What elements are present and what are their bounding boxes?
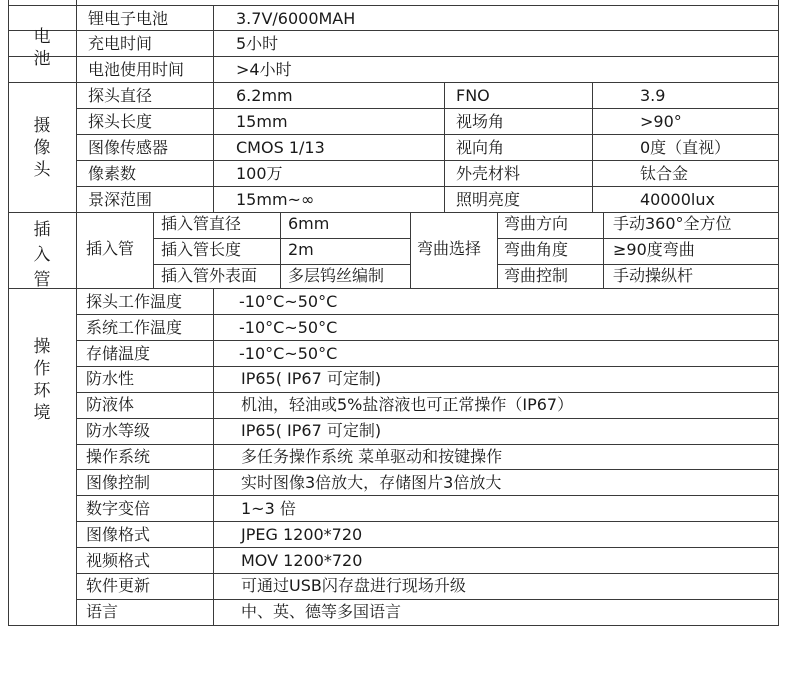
- spec-value: -10°C~50°C: [239, 292, 338, 311]
- spec-key: 防液体: [86, 395, 135, 414]
- spec-key: 弯曲方向: [504, 214, 569, 233]
- spec-key: 视场角: [456, 112, 505, 131]
- spec-key: 探头长度: [88, 112, 153, 131]
- bend-select-label: 弯曲选择: [417, 239, 482, 258]
- spec-key: 探头直径: [88, 86, 153, 105]
- spec-key: 锂电子电池: [88, 9, 169, 28]
- spec-value: -10°C~50°C: [239, 318, 338, 337]
- spec-key: FNO: [456, 86, 490, 105]
- spec-key: 语言: [86, 602, 119, 621]
- spec-key: 插入管长度: [161, 240, 242, 259]
- spec-value: 2m: [288, 240, 314, 259]
- spec-value: 3.9: [640, 86, 666, 105]
- spec-value: 手动操纵杆: [613, 266, 694, 285]
- spec-value: 多任务操作系统 菜单驱动和按键操作: [241, 447, 503, 466]
- spec-key: 图像格式: [86, 525, 151, 544]
- spec-key: 充电时间: [88, 34, 153, 53]
- spec-key: 景深范围: [88, 190, 153, 209]
- spec-key: 像素数: [88, 164, 137, 183]
- spec-value: ≥90度弯曲: [613, 240, 695, 259]
- spec-key: 电池使用时间: [88, 60, 185, 79]
- spec-key: 插入管外表面: [161, 266, 258, 285]
- spec-value: >4小时: [236, 60, 292, 79]
- spec-value: IP65( IP67 可定制): [241, 369, 382, 388]
- tube-sub-label: 插入管: [86, 239, 135, 258]
- spec-key: 视频格式: [86, 551, 151, 570]
- spec-key: 弯曲角度: [504, 240, 569, 259]
- spec-value: 实时图像3倍放大，存储图片3倍放大: [241, 473, 502, 492]
- spec-value: 多层钨丝编制: [288, 266, 385, 285]
- spec-key: 数字变倍: [86, 499, 151, 518]
- spec-value: 15mm: [236, 112, 288, 131]
- spec-key: 插入管直径: [161, 214, 242, 233]
- section-label-battery: 电 池: [33, 27, 51, 69]
- spec-value: IP65( IP67 可定制): [241, 421, 382, 440]
- spec-value: 3.7V/6000MAH: [236, 9, 356, 28]
- spec-key: 视向角: [456, 138, 505, 157]
- spec-key: 防水性: [86, 369, 135, 388]
- spec-key: 系统工作温度: [86, 318, 183, 337]
- spec-value: 机油，轻油或5%盐溶液也可正常操作（IP67）: [241, 395, 574, 414]
- spec-value: 可通过USB闪存盘进行现场升级: [241, 576, 466, 595]
- spec-value: 40000lux: [640, 190, 715, 209]
- spec-value: 钛合金: [640, 164, 689, 183]
- spec-key: 防水等级: [86, 421, 151, 440]
- spec-key: 存储温度: [86, 344, 151, 363]
- spec-value: 6.2mm: [236, 86, 293, 105]
- spec-key: 操作系统: [86, 447, 151, 466]
- spec-table: [8, 0, 779, 626]
- spec-value: >90°: [640, 112, 682, 131]
- section-label-camera: 摄 像 头: [33, 116, 51, 180]
- spec-key: 照明亮度: [456, 190, 521, 209]
- spec-value: JPEG 1200*720: [241, 525, 363, 544]
- spec-value: 5小时: [236, 34, 279, 53]
- spec-value: -10°C~50°C: [239, 344, 338, 363]
- spec-value: 100万: [236, 164, 283, 183]
- spec-key: 图像控制: [86, 473, 151, 492]
- spec-key: 外壳材料: [456, 164, 521, 183]
- section-label-environment: 操 作 环 境: [33, 337, 51, 423]
- spec-value: 0度（直视）: [640, 138, 731, 157]
- spec-key: 弯曲控制: [504, 266, 569, 285]
- spec-value: 中、英、德等多国语言: [241, 602, 402, 621]
- spec-value: 6mm: [288, 214, 330, 233]
- section-label-tube: 插 入 管: [33, 220, 51, 290]
- spec-key: 软件更新: [86, 576, 151, 595]
- spec-value: 15mm~∞: [236, 190, 315, 209]
- spec-value: CMOS 1/13: [236, 138, 325, 157]
- spec-value: MOV 1200*720: [241, 551, 363, 570]
- spec-value: 手动360°全方位: [613, 214, 732, 233]
- spec-value: 1~3 倍: [241, 499, 296, 518]
- spec-key: 图像传感器: [88, 138, 169, 157]
- spec-key: 探头工作温度: [86, 292, 183, 311]
